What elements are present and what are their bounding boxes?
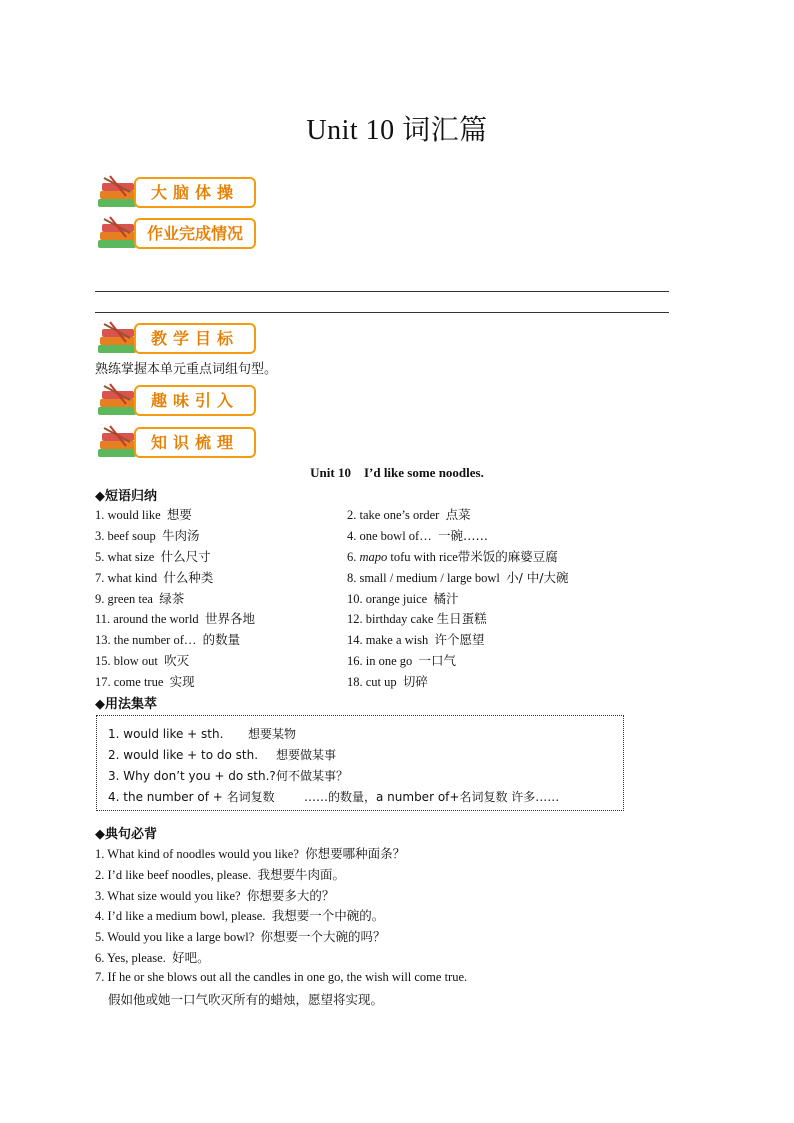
usage-item: 4. the number of + 名词复数 ……的数量，a number of+名词复数 许多…… [108, 790, 560, 804]
usage-box [96, 715, 624, 811]
phrase-item: 17. come true 实现 [95, 674, 195, 689]
phrase-item: 1. would like 想要 [95, 507, 192, 522]
phrase-item: 12. birthday cake 生日蛋糕 [347, 611, 487, 626]
banner-label: 教学目标 [134, 323, 256, 354]
banner-label: 作业完成情况 [134, 218, 256, 249]
phrase-item: 6. mapo tofu with rice带米饭的麻婆豆腐 [347, 549, 558, 564]
usage-section-title: ◆用法集萃 [95, 697, 157, 712]
phrase-item: 8. small / medium / large bowl 小/ 中/大碗 [347, 570, 569, 585]
divider-line [95, 312, 669, 313]
divider-line [95, 291, 669, 292]
sentence-item: 6. Yes, please. 好吧。 [95, 950, 210, 965]
banner-fun-intro [96, 380, 261, 420]
phrase-item: 10. orange juice 橘汁 [347, 591, 459, 606]
usage-item: 3. Why don’t you + do sth.?何不做某事？ [108, 769, 349, 783]
phrase-item: 15. blow out 吹灭 [95, 653, 190, 668]
sentence-item: 3. What size would you like? 你想要多大的？ [95, 888, 335, 903]
banner-label: 大脑体操 [134, 177, 256, 208]
usage-item: 2. would like + to do sth. 想要做某事 [108, 748, 337, 762]
phrases-section-title: ◆短语归纳 [95, 489, 157, 504]
sentences-section-title: ◆典句必背 [95, 827, 157, 842]
banner-knowledge [96, 422, 261, 462]
phrase-item: 16. in one go 一口气 [347, 653, 457, 668]
sentence-item: 4. I’d like a medium bowl, please. 我想要一个中碗的。 [95, 908, 385, 923]
sentence-item: 2. I’d like beef noodles, please. 我想要牛肉面。 [95, 867, 345, 882]
banner-brain-exercise [96, 172, 261, 212]
page-title: Unit 10 词汇篇 [306, 115, 488, 146]
sentence-item: 1. What kind of noodles would you like? 你想要哪种面条？ [95, 846, 406, 861]
phrase-item: 14. make a wish 许个愿望 [347, 632, 485, 647]
phrase-item: 13. the number of… 的数量 [95, 632, 241, 647]
banner-homework [96, 213, 261, 253]
phrase-item: 2. take one’s order 点菜 [347, 507, 471, 522]
phrase-item: 18. cut up 切碎 [347, 674, 428, 689]
sentence-item: 5. Would you like a large bowl? 你想要一个大碗的吗？ [95, 929, 386, 944]
banner-teaching-goals [96, 318, 261, 358]
phrase-item: 3. beef soup 牛肉汤 [95, 528, 200, 543]
banner-label: 趣味引入 [134, 385, 256, 416]
phrase-item: 11. around the world 世界各地 [95, 611, 255, 626]
phrase-item: 9. green tea 绿茶 [95, 591, 185, 606]
phrase-item: 5. what size 什么尺寸 [95, 549, 211, 564]
sentence-translation: 假如他或她一口气吹灭所有的蜡烛，愿望将实现。 [108, 992, 384, 1007]
usage-item: 1. would like + sth. 想要某物 [108, 727, 297, 741]
phrase-item: 7. what kind 什么种类 [95, 570, 214, 585]
sentence-item: 7. If he or she blows out all the candles in one go, the wish will come true. [95, 970, 468, 984]
goal-text: 熟练掌握本单元重点词组句型。 [95, 362, 278, 377]
unit-heading: Unit 10 I’d like some noodles. [310, 465, 484, 480]
phrase-item: 4. one bowl of… 一碗…… [347, 528, 488, 543]
banner-label: 知识梳理 [134, 427, 256, 458]
